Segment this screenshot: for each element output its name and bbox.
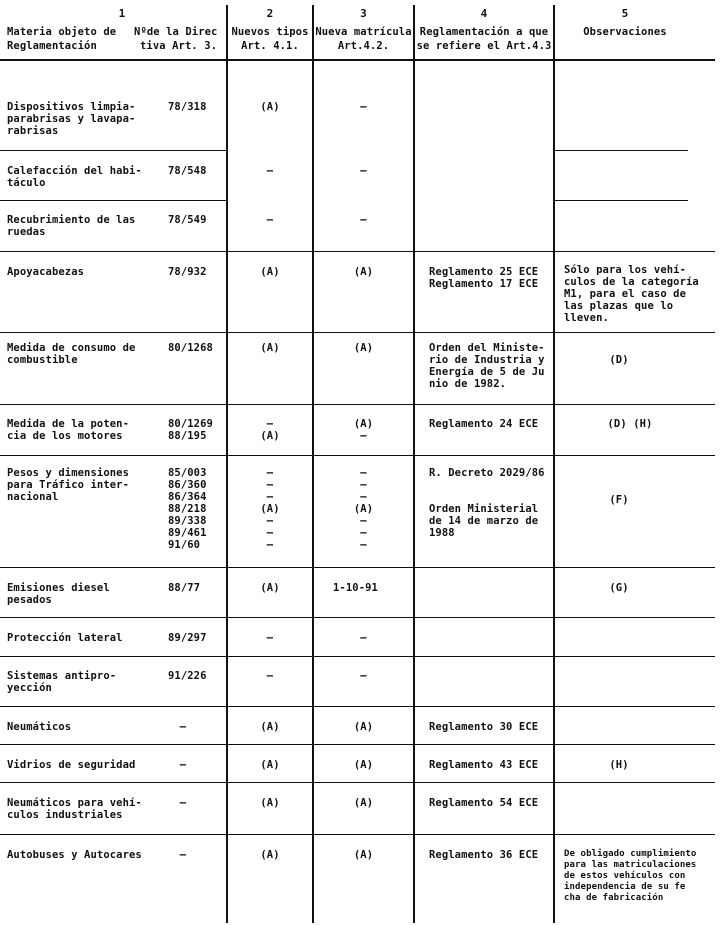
row-rule-9 bbox=[0, 656, 715, 657]
row-8-directiva: 88/77 bbox=[168, 582, 201, 594]
row-rule-8 bbox=[0, 617, 715, 618]
row-6-nuevos: – (A) bbox=[260, 418, 280, 442]
row-3-directiva: 78/549 bbox=[168, 214, 207, 226]
row-7-reglamentacion: R. Decreto 2029/86 Orden Ministerial de 14 de marzo de 1988 bbox=[429, 467, 545, 539]
row-9-matricula: – bbox=[360, 632, 367, 644]
header-col1-line2: Reglamentación bbox=[7, 40, 97, 52]
row-3-matricula: – bbox=[360, 214, 367, 226]
row-11-materia: Neumáticos bbox=[7, 721, 72, 733]
row-12-reglamentacion: Reglamento 43 ECE bbox=[429, 759, 539, 771]
row-rule-2 bbox=[0, 200, 226, 201]
row-10-nuevos: – bbox=[266, 670, 274, 682]
row-5-observaciones: (D) bbox=[609, 354, 629, 366]
row-13-directiva: – bbox=[179, 797, 187, 809]
row-rule-4 bbox=[0, 332, 715, 333]
row-14-nuevos: (A) bbox=[260, 849, 280, 861]
row-4-directiva: 78/932 bbox=[168, 266, 207, 278]
row-rule-2b bbox=[555, 200, 688, 201]
row-9-directiva: 89/297 bbox=[168, 632, 207, 644]
row-rule-1b bbox=[555, 150, 688, 151]
header-col1-line1: Materia objeto de bbox=[7, 26, 117, 38]
row-rule-10 bbox=[0, 706, 715, 707]
row-11-reglamentacion: Reglamento 30 ECE bbox=[429, 721, 539, 733]
row-rule-1 bbox=[0, 150, 226, 151]
row-13-materia: Neumáticos para vehí- culos industriales bbox=[7, 797, 142, 821]
row-14-matricula: (A) bbox=[353, 849, 374, 861]
row-12-observaciones: (H) bbox=[609, 759, 629, 771]
column-rule-5 bbox=[553, 5, 555, 923]
header-col1-number: 1 bbox=[118, 7, 126, 20]
row-2-nuevos: – bbox=[266, 165, 274, 177]
row-9-nuevos: – bbox=[266, 632, 274, 644]
header-col4-line2: se refiere el Art.4.3 bbox=[416, 40, 552, 52]
row-1-directiva: 78/318 bbox=[168, 101, 207, 113]
row-13-matricula: (A) bbox=[353, 797, 374, 809]
row-rule-6 bbox=[0, 455, 715, 456]
header-col5-number: 5 bbox=[621, 7, 629, 20]
row-4-nuevos: (A) bbox=[260, 266, 280, 278]
row-8-nuevos: (A) bbox=[260, 582, 280, 594]
row-6-observaciones: (D) (H) bbox=[607, 418, 653, 430]
row-4-matricula: (A) bbox=[353, 266, 374, 278]
row-4-reglamentacion: Reglamento 25 ECE Reglamento 17 ECE bbox=[429, 266, 539, 290]
row-8-materia: Emisiones diesel pesados bbox=[7, 582, 110, 606]
row-5-materia: Medida de consumo de combustible bbox=[7, 342, 136, 366]
row-12-materia: Vidrios de seguridad bbox=[7, 759, 136, 771]
row-8-observaciones: (G) bbox=[609, 582, 629, 594]
row-5-matricula: (A) bbox=[353, 342, 374, 354]
row-rule-5 bbox=[0, 404, 715, 405]
header-col4-number: 4 bbox=[480, 7, 488, 20]
row-11-directiva: – bbox=[179, 721, 187, 733]
row-7-materia: Pesos y dimensiones para Tráfico inter- nacional bbox=[7, 467, 130, 503]
column-rule-3 bbox=[312, 5, 314, 923]
header-col2-number: 2 bbox=[266, 7, 274, 20]
row-7-observaciones: (F) bbox=[609, 494, 629, 506]
row-6-directiva: 80/1269 88/195 bbox=[168, 418, 213, 442]
row-1-materia: Dispositivos limpia- parabrisas y lavapa- rabrisas bbox=[7, 101, 136, 137]
row-12-directiva: – bbox=[179, 759, 187, 771]
row-6-materia: Medida de la poten- cia de los motores bbox=[7, 418, 130, 442]
row-rule-13 bbox=[0, 834, 715, 835]
row-13-reglamentacion: Reglamento 54 ECE bbox=[429, 797, 539, 809]
header-col3-line2: Art.4.2. bbox=[337, 40, 390, 52]
row-5-reglamentacion: Orden del Ministe- rio de Industria y Energía de 5 de Ju nio de 1982. bbox=[429, 342, 545, 390]
header-col5-line1: Observaciones bbox=[583, 26, 667, 38]
row-rule-11 bbox=[0, 744, 715, 745]
row-7-directiva: 85/003 86/360 86/364 88/218 89/338 89/461 91/60 bbox=[168, 467, 207, 551]
row-7-nuevos: – – – (A) – – – bbox=[260, 467, 280, 551]
row-12-nuevos: (A) bbox=[260, 759, 280, 771]
row-2-materia: Calefacción del habi- táculo bbox=[7, 165, 142, 189]
row-11-nuevos: (A) bbox=[260, 721, 280, 733]
row-2-directiva: 78/548 bbox=[168, 165, 207, 177]
row-4-observaciones: Sólo para los vehí- culos de la categoría M1, para el caso de las plazas que lo lleven. bbox=[564, 264, 699, 324]
row-5-directiva: 80/1268 bbox=[168, 342, 213, 354]
row-1-matricula: – bbox=[360, 101, 367, 113]
row-3-nuevos: – bbox=[266, 214, 274, 226]
header-col3-number: 3 bbox=[360, 7, 367, 20]
row-14-observaciones: De obligado cumplimiento para las matriculaciones de estos vehículos con independencia de su fe cha de fabricación bbox=[564, 849, 697, 903]
row-rule-7 bbox=[0, 567, 715, 568]
column-rule-2 bbox=[226, 5, 228, 923]
row-14-materia: Autobuses y Autocares bbox=[7, 849, 142, 861]
row-6-reglamentacion: Reglamento 24 ECE bbox=[429, 418, 539, 430]
row-10-matricula: – bbox=[360, 670, 367, 682]
row-6-matricula: (A) – bbox=[353, 418, 374, 442]
column-rule-4 bbox=[413, 5, 415, 923]
row-4-materia: Apoyacabezas bbox=[7, 266, 85, 278]
row-7-matricula: – – – (A) – – – bbox=[353, 467, 374, 551]
row-8-matricula: 1-10-91 bbox=[333, 582, 378, 594]
row-11-matricula: (A) bbox=[353, 721, 374, 733]
header-col2-line1: Nuevos tipos bbox=[231, 26, 309, 38]
header-col3-line1: Nueva matrícula bbox=[315, 26, 412, 38]
row-rule-3 bbox=[0, 251, 715, 252]
row-10-directiva: 91/226 bbox=[168, 670, 207, 682]
row-14-directiva: – bbox=[179, 849, 187, 861]
header-col4-line1: Reglamentación a que bbox=[419, 26, 549, 38]
row-10-materia: Sistemas antipro- yección bbox=[7, 670, 117, 694]
header-col2-line2: Art. 4.1. bbox=[241, 40, 299, 52]
row-13-nuevos: (A) bbox=[260, 797, 280, 809]
row-3-materia: Recubrimiento de las ruedas bbox=[7, 214, 136, 238]
row-12-matricula: (A) bbox=[353, 759, 374, 771]
row-14-reglamentacion: Reglamento 36 ECE bbox=[429, 849, 539, 861]
header-col1b-line2: tiva Art. 3. bbox=[140, 40, 218, 52]
row-1-nuevos: (A) bbox=[260, 101, 280, 113]
row-2-matricula: – bbox=[360, 165, 367, 177]
row-rule-12 bbox=[0, 782, 715, 783]
row-5-nuevos: (A) bbox=[260, 342, 280, 354]
header-rule bbox=[0, 59, 715, 61]
header-col1b-line1: Nºde la Direc bbox=[134, 26, 218, 38]
row-9-materia: Protección lateral bbox=[7, 632, 123, 644]
